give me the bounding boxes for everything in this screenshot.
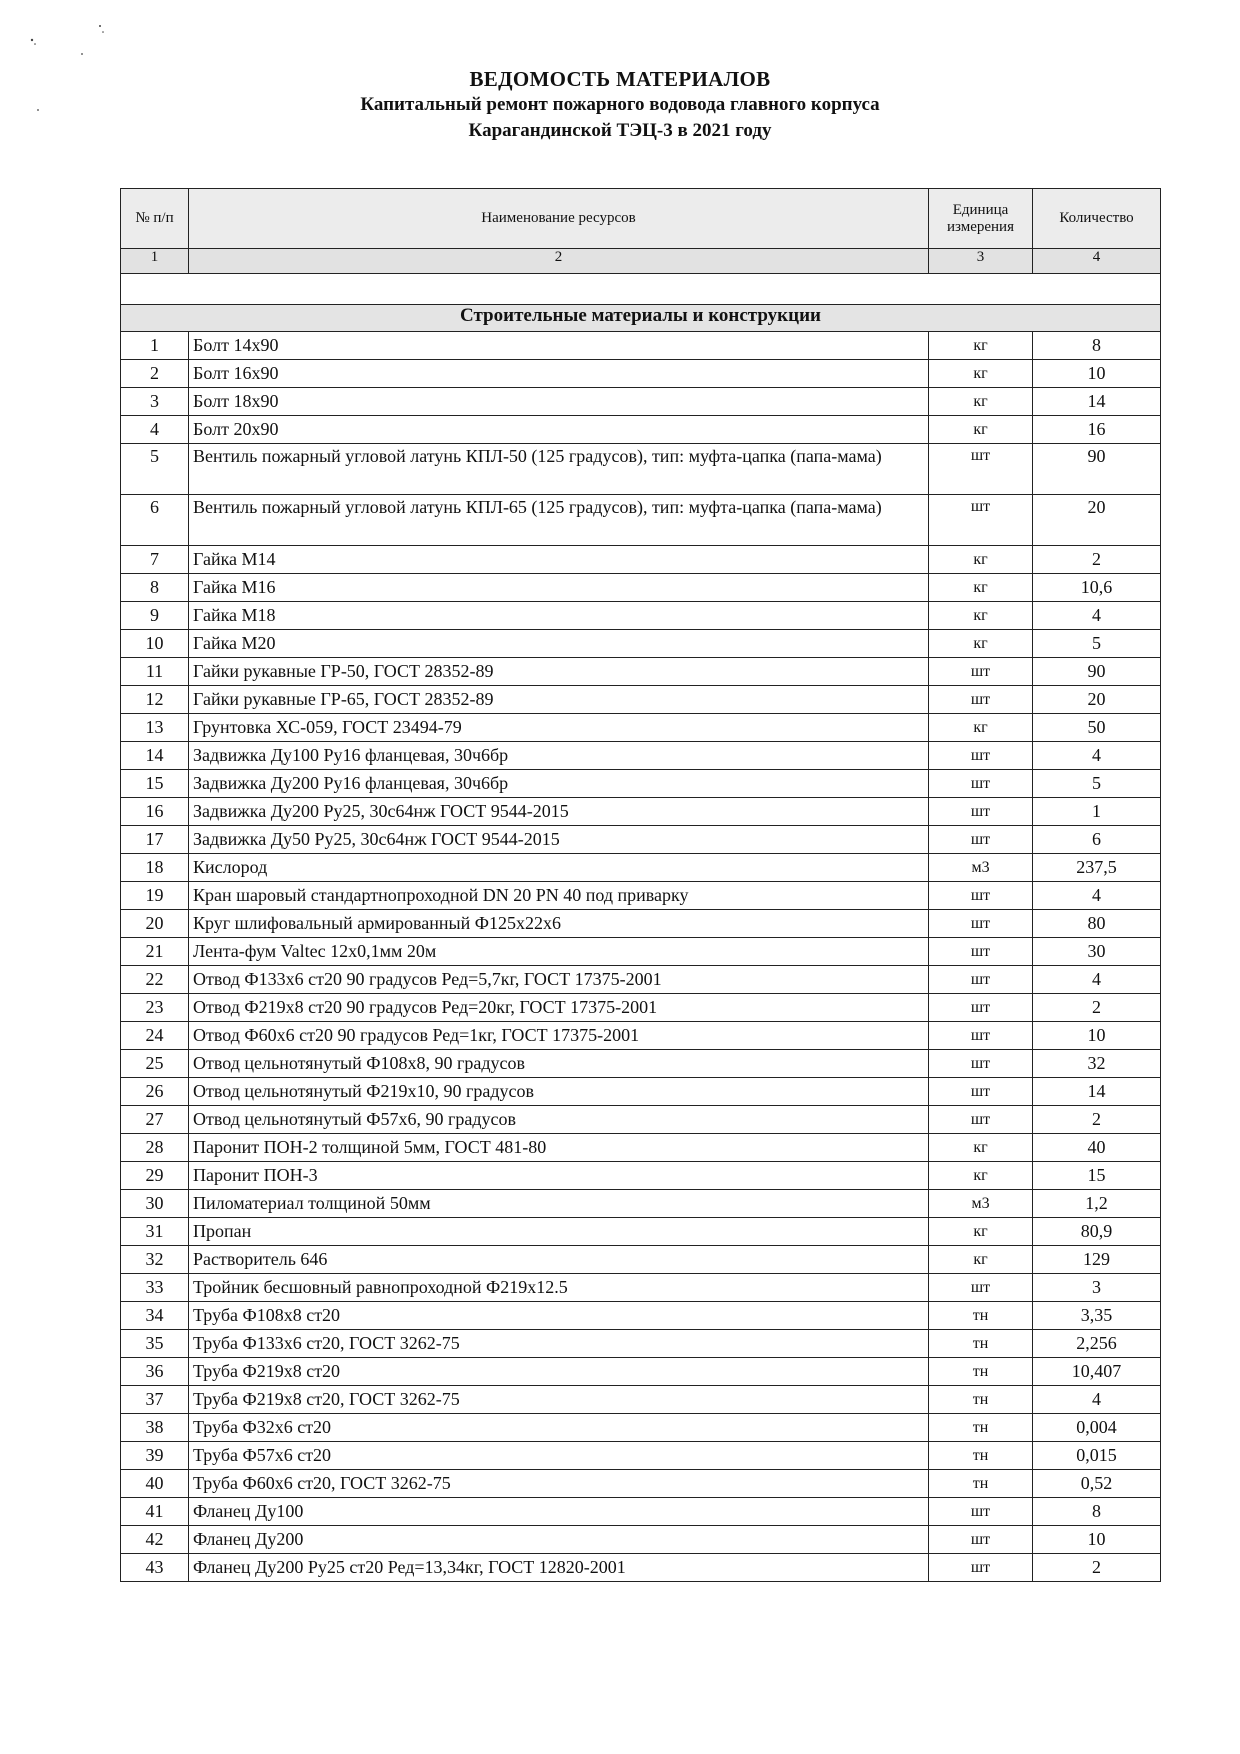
row-quantity: 40 [1033,1134,1161,1162]
row-name: Грунтовка ХС-059, ГОСТ 23494-79 [189,714,929,742]
row-quantity: 8 [1033,332,1161,360]
table-row [121,602,1161,630]
table-row [121,826,1161,854]
row-name: Труба Ф219х8 ст20, ГОСТ 3262-75 [189,1386,929,1414]
row-number: 20 [121,910,189,938]
row-quantity: 5 [1033,630,1161,658]
row-unit: тн [929,1302,1033,1330]
row-unit: тн [929,1442,1033,1470]
table-row [121,546,1161,574]
table-row [121,742,1161,770]
row-number: 4 [121,416,189,444]
row-number: 40 [121,1470,189,1498]
row-number: 16 [121,798,189,826]
row-quantity: 2,256 [1033,1330,1161,1358]
row-number: 11 [121,658,189,686]
row-name: Труба Ф60х6 ст20, ГОСТ 3262-75 [189,1470,929,1498]
row-unit: кг [929,1246,1033,1274]
row-name: Отвод Ф219х8 ст20 90 градусов Ред=20кг, ГОСТ 17375-2001 [189,994,929,1022]
row-name: Болт 14х90 [189,332,929,360]
table-row [121,1274,1161,1302]
row-quantity: 80,9 [1033,1218,1161,1246]
table-row [121,994,1161,1022]
column-number: 3 [929,249,1033,274]
row-quantity: 2 [1033,1554,1161,1582]
row-unit: кг [929,1162,1033,1190]
row-name: Вентиль пожарный угловой латунь КПЛ-65 (125 градусов), тип: муфта-цапка (папа-мама) [189,495,929,546]
row-unit: шт [929,495,1033,546]
row-quantity: 4 [1033,1386,1161,1414]
row-number: 43 [121,1554,189,1582]
header-name: Наименование ресурсов [189,189,929,249]
row-name: Гайка М14 [189,546,929,574]
row-number: 18 [121,854,189,882]
row-quantity: 14 [1033,1078,1161,1106]
table-row [121,686,1161,714]
table-row [121,360,1161,388]
row-unit: кг [929,416,1033,444]
table-row [121,910,1161,938]
row-quantity: 20 [1033,686,1161,714]
row-unit: шт [929,770,1033,798]
row-name: Отвод цельнотянутый Ф108х8, 90 градусов [189,1050,929,1078]
row-unit: шт [929,1526,1033,1554]
table-row [121,388,1161,416]
table-row [121,1218,1161,1246]
row-quantity: 1 [1033,798,1161,826]
row-number: 29 [121,1162,189,1190]
table-row [121,1498,1161,1526]
row-unit: кг [929,602,1033,630]
row-unit: кг [929,574,1033,602]
table-row [121,1134,1161,1162]
row-quantity: 10 [1033,360,1161,388]
row-name: Пропан [189,1218,929,1246]
row-quantity: 237,5 [1033,854,1161,882]
row-number: 32 [121,1246,189,1274]
row-unit: шт [929,1554,1033,1582]
document-subtitle-line-1: Капитальный ремонт пожарного водовода главного корпуса [360,94,880,115]
row-name: Кран шаровый стандартнопроходной DN 20 PN 40 под приварку [189,882,929,910]
row-number: 7 [121,546,189,574]
table-row [121,332,1161,360]
row-name: Болт 18х90 [189,388,929,416]
table-row [121,1330,1161,1358]
row-quantity: 4 [1033,966,1161,994]
table-row [121,1358,1161,1386]
row-unit: м3 [929,1190,1033,1218]
table-row [121,714,1161,742]
materials-table [120,188,1161,1582]
row-name: Труба Ф108х8 ст20 [189,1302,929,1330]
row-quantity: 0,015 [1033,1442,1161,1470]
row-quantity: 10,6 [1033,574,1161,602]
table-row [121,1246,1161,1274]
row-number: 23 [121,994,189,1022]
row-number: 27 [121,1106,189,1134]
row-number: 31 [121,1218,189,1246]
row-number: 30 [121,1190,189,1218]
row-unit: шт [929,1106,1033,1134]
row-quantity: 8 [1033,1498,1161,1526]
row-quantity: 2 [1033,546,1161,574]
header-qty: Количество [1033,189,1161,249]
row-unit: кг [929,714,1033,742]
row-unit: шт [929,882,1033,910]
row-number: 28 [121,1134,189,1162]
row-name: Гайка М16 [189,574,929,602]
row-name: Фланец Ду100 [189,1498,929,1526]
row-name: Отвод цельнотянутый Ф57х6, 90 градусов [189,1106,929,1134]
row-unit: кг [929,1134,1033,1162]
row-name: Труба Ф133х6 ст20, ГОСТ 3262-75 [189,1330,929,1358]
document-header [0,66,1240,144]
row-unit: тн [929,1330,1033,1358]
row-name: Отвод цельнотянутый Ф219х10, 90 градусов [189,1078,929,1106]
row-number: 25 [121,1050,189,1078]
row-quantity: 90 [1033,444,1161,495]
row-number: 42 [121,1526,189,1554]
table-row [121,1050,1161,1078]
row-unit: шт [929,1498,1033,1526]
table-row [121,1386,1161,1414]
row-quantity: 4 [1033,882,1161,910]
table-row [121,1470,1161,1498]
table-row [121,854,1161,882]
row-name: Лента-фум Valtec 12х0,1мм 20м [189,938,929,966]
row-unit: тн [929,1470,1033,1498]
row-unit: кг [929,388,1033,416]
row-quantity: 32 [1033,1050,1161,1078]
table-row [121,1526,1161,1554]
row-name: Фланец Ду200 [189,1526,929,1554]
row-unit: шт [929,938,1033,966]
row-unit: шт [929,826,1033,854]
row-name: Паронит ПОН-2 толщиной 5мм, ГОСТ 481-80 [189,1134,929,1162]
table-row [121,416,1161,444]
table-row [121,574,1161,602]
row-name: Труба Ф57х6 ст20 [189,1442,929,1470]
row-quantity: 2 [1033,994,1161,1022]
blank-row [121,274,1161,305]
column-number: 2 [189,249,929,274]
row-name: Отвод Ф60х6 ст20 90 градусов Ред=1кг, ГОСТ 17375-2001 [189,1022,929,1050]
row-number: 35 [121,1330,189,1358]
table-row [121,1302,1161,1330]
row-name: Труба Ф219х8 ст20 [189,1358,929,1386]
row-number: 41 [121,1498,189,1526]
row-number: 3 [121,388,189,416]
row-number: 22 [121,966,189,994]
row-unit: шт [929,686,1033,714]
row-unit: шт [929,658,1033,686]
table-row [121,1414,1161,1442]
row-unit: тн [929,1414,1033,1442]
table-row [121,1442,1161,1470]
row-unit: м3 [929,854,1033,882]
table-row [121,938,1161,966]
row-name: Паронит ПОН-3 [189,1162,929,1190]
row-quantity: 20 [1033,495,1161,546]
row-number: 19 [121,882,189,910]
row-unit: кг [929,546,1033,574]
row-name: Задвижка Ду200 Ру25, 30с64нж ГОСТ 9544-2015 [189,798,929,826]
row-unit: шт [929,994,1033,1022]
row-number: 17 [121,826,189,854]
row-name: Задвижка Ду50 Ру25, 30с64нж ГОСТ 9544-2015 [189,826,929,854]
document-subtitle-line-2: Карагандинской ТЭЦ-3 в 2021 году [468,120,772,141]
table-row [121,630,1161,658]
row-unit: кг [929,332,1033,360]
row-number: 9 [121,602,189,630]
row-name: Пиломатериал толщиной 50мм [189,1190,929,1218]
row-quantity: 30 [1033,938,1161,966]
row-number: 5 [121,444,189,495]
row-unit: шт [929,1078,1033,1106]
row-name: Гайка М18 [189,602,929,630]
document-title: ВЕДОМОСТЬ МАТЕРИАЛОВ [469,67,771,91]
row-name: Круг шлифовальный армированный Ф125х22х6 [189,910,929,938]
materials-table-body [121,274,1161,1582]
row-name: Болт 16х90 [189,360,929,388]
row-unit: шт [929,966,1033,994]
row-number: 6 [121,495,189,546]
header-unit: Единица измерения [929,189,1033,249]
section-row [121,305,1161,332]
row-unit: шт [929,1274,1033,1302]
row-name: Гайки рукавные ГР-65, ГОСТ 28352-89 [189,686,929,714]
row-unit: шт [929,910,1033,938]
row-name: Отвод Ф133х6 ст20 90 градусов Ред=5,7кг, ГОСТ 17375-2001 [189,966,929,994]
column-number-row [121,249,1161,274]
row-name: Тройник бесшовный равнопроходной Ф219х12.5 [189,1274,929,1302]
column-number: 1 [121,249,189,274]
header-num: № п/п [121,189,189,249]
row-quantity: 16 [1033,416,1161,444]
row-quantity: 10 [1033,1526,1161,1554]
row-quantity: 2 [1033,1106,1161,1134]
row-number: 2 [121,360,189,388]
row-name: Фланец Ду200 Ру25 ст20 Ред=13,34кг, ГОСТ 12820-2001 [189,1554,929,1582]
table-header-row [121,189,1161,249]
table-row [121,770,1161,798]
table-row [121,495,1161,546]
row-name: Вентиль пожарный угловой латунь КПЛ-50 (125 градусов), тип: муфта-цапка (папа-мама) [189,444,929,495]
table-row [121,1078,1161,1106]
row-unit: тн [929,1358,1033,1386]
column-number: 4 [1033,249,1161,274]
row-number: 21 [121,938,189,966]
row-name: Труба Ф32х6 ст20 [189,1414,929,1442]
row-number: 10 [121,630,189,658]
row-number: 15 [121,770,189,798]
row-quantity: 1,2 [1033,1190,1161,1218]
table-row [121,444,1161,495]
row-number: 24 [121,1022,189,1050]
row-quantity: 6 [1033,826,1161,854]
row-quantity: 80 [1033,910,1161,938]
row-unit: шт [929,798,1033,826]
row-number: 34 [121,1302,189,1330]
row-quantity: 0,004 [1033,1414,1161,1442]
table-row [121,1162,1161,1190]
row-quantity: 0,52 [1033,1470,1161,1498]
section-title: Строительные материалы и конструкции [121,305,1161,332]
row-unit: кг [929,630,1033,658]
row-name: Задвижка Ду200 Ру16 фланцевая, 30ч6бр [189,770,929,798]
row-name: Гайки рукавные ГР-50, ГОСТ 28352-89 [189,658,929,686]
row-quantity: 10 [1033,1022,1161,1050]
row-name: Растворитель 646 [189,1246,929,1274]
row-number: 33 [121,1274,189,1302]
row-unit: кг [929,1218,1033,1246]
row-quantity: 4 [1033,602,1161,630]
row-quantity: 14 [1033,388,1161,416]
row-name: Гайка М20 [189,630,929,658]
row-quantity: 90 [1033,658,1161,686]
row-unit: шт [929,742,1033,770]
row-quantity: 129 [1033,1246,1161,1274]
row-number: 14 [121,742,189,770]
table-row [121,1022,1161,1050]
row-quantity: 50 [1033,714,1161,742]
table-row [121,882,1161,910]
row-number: 36 [121,1358,189,1386]
row-number: 39 [121,1442,189,1470]
row-number: 13 [121,714,189,742]
table-row [121,798,1161,826]
row-quantity: 4 [1033,742,1161,770]
row-number: 37 [121,1386,189,1414]
row-unit: шт [929,1050,1033,1078]
row-name: Болт 20х90 [189,416,929,444]
row-number: 26 [121,1078,189,1106]
row-unit: шт [929,444,1033,495]
row-quantity: 10,407 [1033,1358,1161,1386]
table-row [121,1190,1161,1218]
row-name: Задвижка Ду100 Ру16 фланцевая, 30ч6бр [189,742,929,770]
row-quantity: 3,35 [1033,1302,1161,1330]
row-unit: шт [929,1022,1033,1050]
row-unit: тн [929,1386,1033,1414]
row-number: 1 [121,332,189,360]
row-number: 38 [121,1414,189,1442]
table-row [121,1106,1161,1134]
row-quantity: 5 [1033,770,1161,798]
row-number: 12 [121,686,189,714]
row-number: 8 [121,574,189,602]
row-name: Кислород [189,854,929,882]
row-quantity: 15 [1033,1162,1161,1190]
table-row [121,1554,1161,1582]
row-quantity: 3 [1033,1274,1161,1302]
table-row [121,658,1161,686]
row-unit: кг [929,360,1033,388]
table-row [121,966,1161,994]
